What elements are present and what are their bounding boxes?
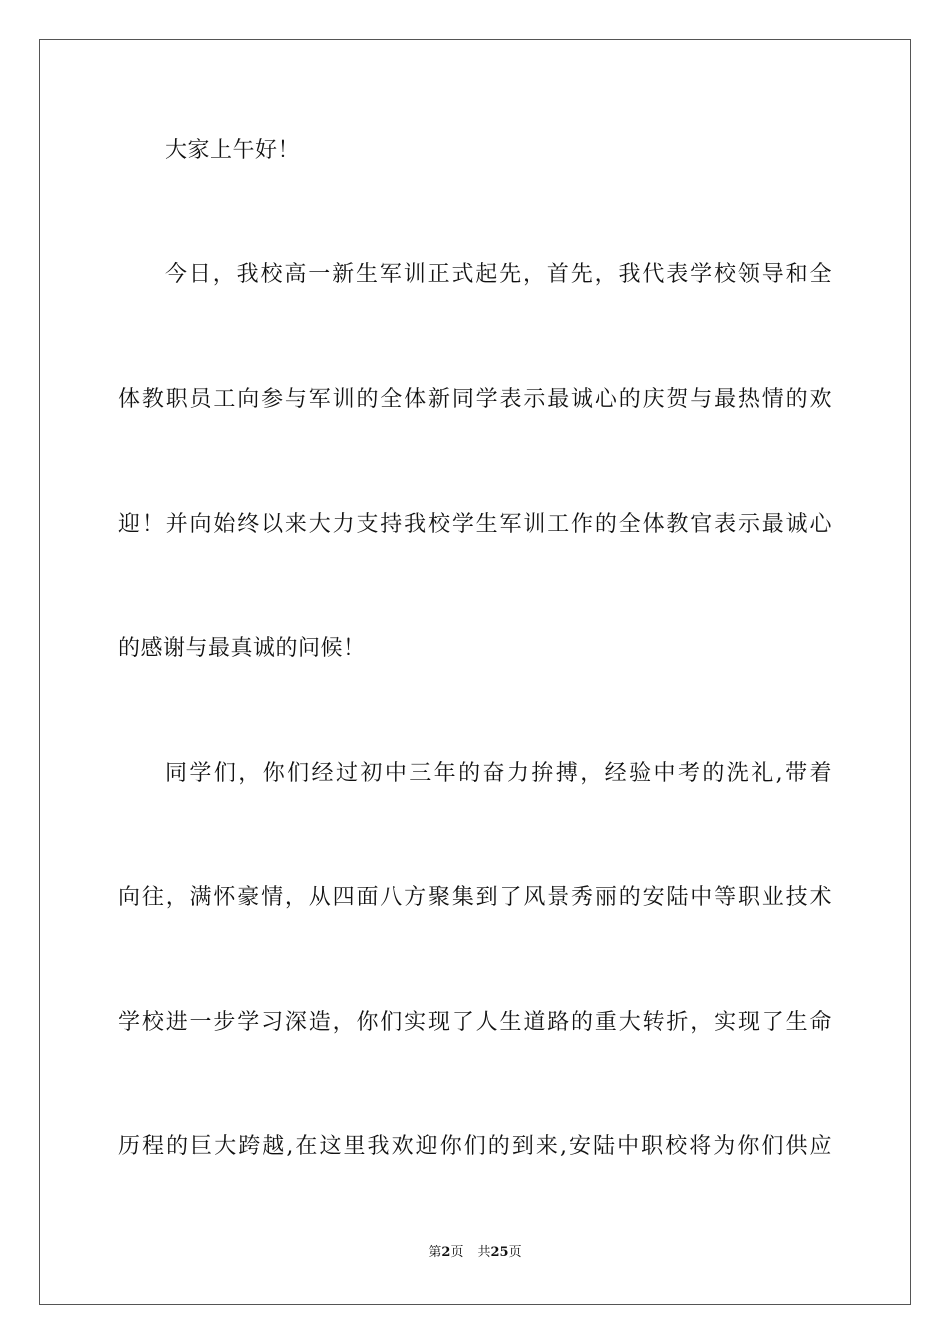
page-footer — [0, 1244, 950, 1262]
greeting-line: 大家上午好！ — [165, 138, 301, 163]
paragraph-1-line-2: 体教职员工向参与军训的全体新同学表示最诚心的庆贺与最热情的欢 — [118, 387, 832, 412]
paragraph-2-line-4: 历程的巨大跨越,在这里我欢迎你们的到来,安陆中职校将为你们供应 — [118, 1134, 832, 1159]
paragraph-2-line-1: 同学们，你们经过初中三年的奋力拚搏，经验中考的洗礼,带着 — [165, 761, 832, 786]
paragraph-1-line-4: 的感谢与最真诚的问候！ — [118, 636, 366, 661]
total-pages: 25 — [490, 1245, 509, 1260]
paragraph-2-line-2: 向往，满怀豪情，从四面八方聚集到了风景秀丽的安陆中等职业技术 — [118, 885, 832, 910]
total-suffix: 页 — [508, 1245, 522, 1260]
paragraph-2-line-3: 学校进一步学习深造，你们实现了人生道路的重大转折，实现了生命 — [118, 1010, 832, 1035]
page-suffix: 页 — [450, 1245, 464, 1260]
total-prefix: 共 — [477, 1245, 491, 1260]
paragraph-1-line-1: 今日，我校高一新生军训正式起先，首先，我代表学校领导和全 — [165, 262, 832, 287]
page-prefix: 第 — [428, 1245, 442, 1260]
paragraph-1-line-3: 迎！并向始终以来大力支持我校学生军训工作的全体教官表示最诚心 — [118, 512, 832, 537]
page-number: 2 — [441, 1245, 451, 1260]
page-border — [39, 39, 911, 1305]
